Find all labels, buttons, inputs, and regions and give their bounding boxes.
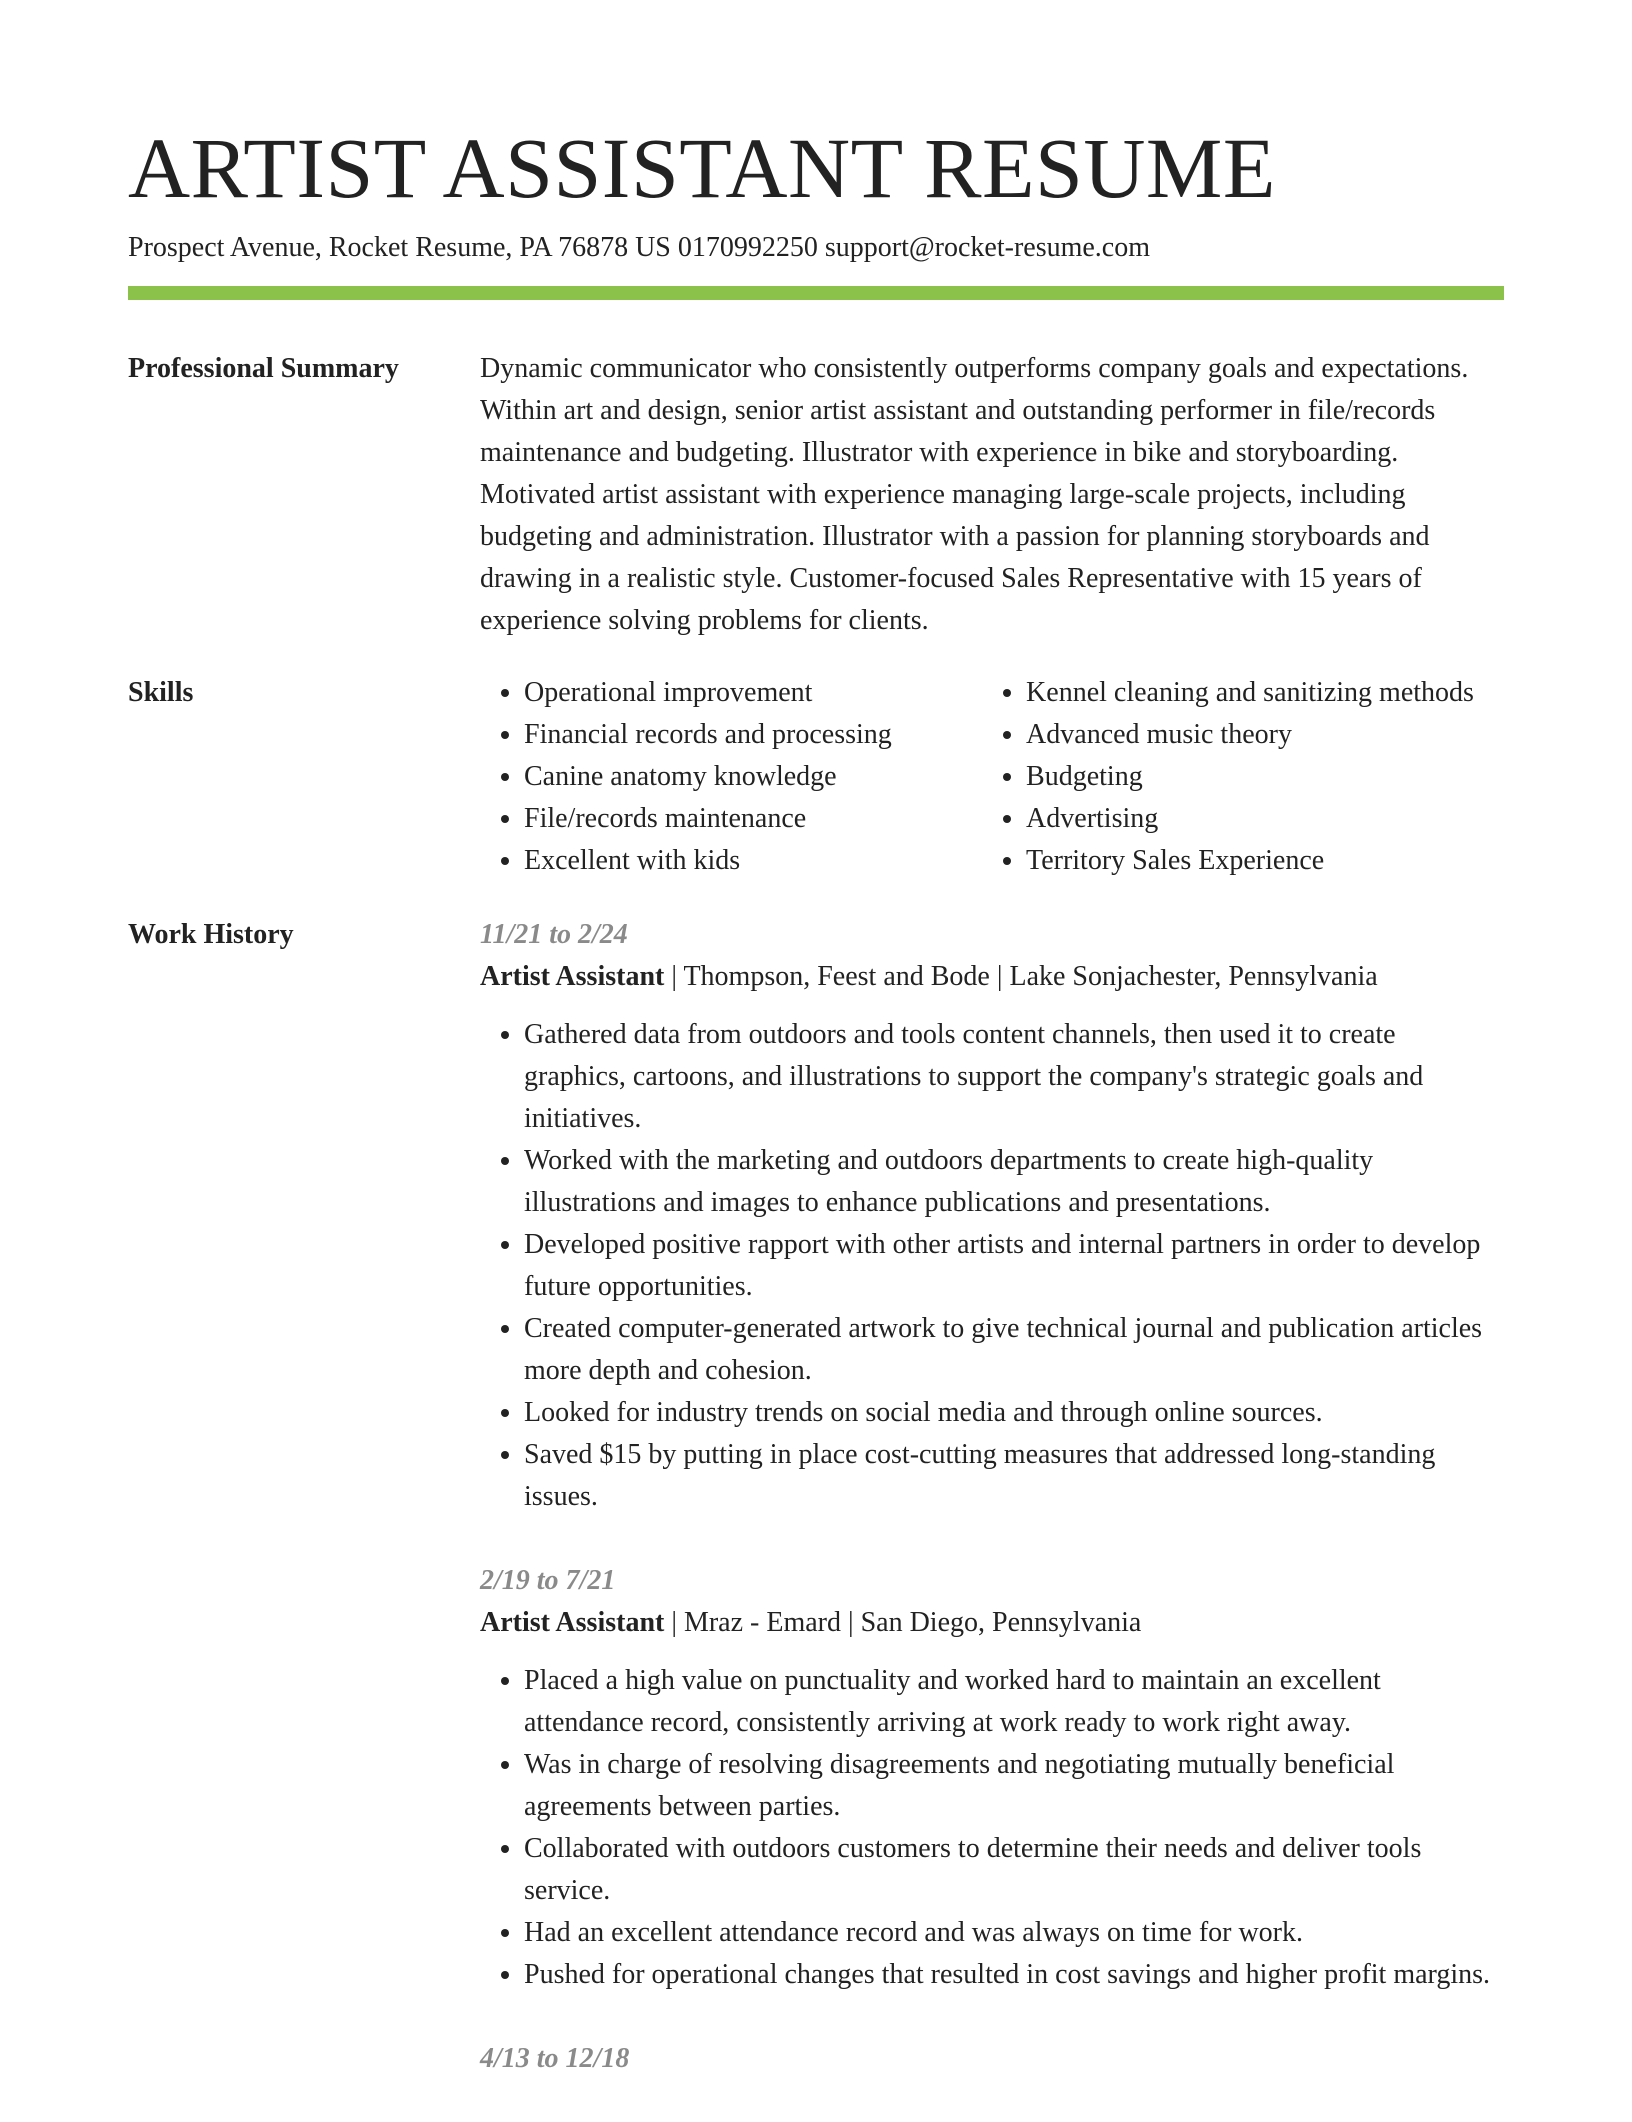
summary-text: Dynamic communicator who consistently outperforms company goals and expectations. Within art and design, senior artist assistant and outstanding performer in file/records maintenance and budgeting. Illustrator with experience in bike and storyboarding. Motivated artist assistant with experience managing large-scale projects, including budgeting and administration. Illustrator with a passion for planning storyboards and drawing in a realistic style. Customer-focused Sales Representative with 15 years of experience solving problems for clients.	[480, 353, 1469, 636]
skills-heading: Skills	[128, 677, 194, 708]
job-bullets	[480, 1660, 1504, 1996]
skill-item: • Operational improvement	[524, 672, 982, 714]
job-entry	[480, 1560, 1504, 1996]
job-bullet: • Was in charge of resolving disagreements and negotiating mutually beneficial agreements between parties.	[524, 1744, 1504, 1828]
skill-item: • Financial records and processing	[524, 714, 982, 756]
job-role: Artist Assistant	[480, 1607, 665, 1638]
job-details: | Mraz - Emard | San Diego, Pennsylvania	[664, 1607, 1142, 1638]
skill-item: • Kennel cleaning and sanitizing methods	[1026, 672, 1504, 714]
job-bullet: • Created computer-generated artwork to give technical journal and publication articles more depth and cohesion.	[524, 1308, 1504, 1392]
job-bullet: • Placed a high value on punctuality and worked hard to maintain an excellent attendance record, consistently arriving at work ready to work right away.	[524, 1660, 1504, 1744]
job-details: | Thompson, Feest and Bode | Lake Sonjachester, Pennsylvania	[664, 961, 1378, 992]
summary-heading: Professional Summary	[128, 353, 399, 384]
job-dates: 4/13 to 12/18	[480, 2043, 630, 2074]
work-history-heading: Work History	[128, 919, 294, 950]
job-bullet: • Collaborated with outdoors customers to determine their needs and deliver tools service.	[524, 1828, 1504, 1912]
job-bullet: • Worked with the marketing and outdoors departments to create high-quality illustrations and images to enhance publications and presentations.	[524, 1140, 1504, 1224]
skill-item: • Budgeting	[1026, 756, 1504, 798]
skills-list	[480, 672, 1504, 882]
skill-item: • Canine anatomy knowledge	[524, 756, 982, 798]
job-bullet: • Developed positive rapport with other artists and internal partners in order to develop future opportunities.	[524, 1224, 1504, 1308]
work-history-body	[480, 914, 1504, 2122]
job-entry	[480, 2038, 1504, 2080]
summary-body	[480, 348, 1504, 642]
job-entry	[480, 914, 1504, 1518]
contact-line: Prospect Avenue, Rocket Resume, PA 76878 US 0170992250 support@rocket-resume.com	[128, 232, 1150, 263]
accent-divider	[128, 286, 1504, 300]
skill-item: • Excellent with kids	[524, 840, 982, 882]
job-bullet: • Pushed for operational changes that resulted in cost savings and higher profit margins.	[524, 1954, 1504, 1996]
job-dates: 11/21 to 2/24	[480, 919, 628, 950]
job-bullet: • Saved $15 by putting in place cost-cutting measures that addressed long-standing issues.	[524, 1434, 1504, 1518]
job-bullets	[480, 1014, 1504, 1518]
job-role: Artist Assistant	[480, 961, 665, 992]
job-dates: 2/19 to 7/21	[480, 1565, 616, 1596]
skill-item: • File/records maintenance	[524, 798, 982, 840]
skills-column-2	[982, 672, 1504, 882]
resume-title: ARTIST ASSISTANT RESUME	[128, 120, 1276, 216]
job-heading	[480, 1602, 1504, 1644]
job-bullet: • Had an excellent attendance record and was always on time for work.	[524, 1912, 1504, 1954]
skill-item: • Advanced music theory	[1026, 714, 1504, 756]
job-heading	[480, 956, 1504, 998]
skill-item: • Territory Sales Experience	[1026, 840, 1504, 882]
skill-item: • Advertising	[1026, 798, 1504, 840]
skills-column-1	[480, 672, 982, 882]
job-bullet: • Looked for industry trends on social media and through online sources.	[524, 1392, 1504, 1434]
job-bullet: • Gathered data from outdoors and tools content channels, then used it to create graphics, cartoons, and illustrations to support the company's strategic goals and initiatives.	[524, 1014, 1504, 1140]
